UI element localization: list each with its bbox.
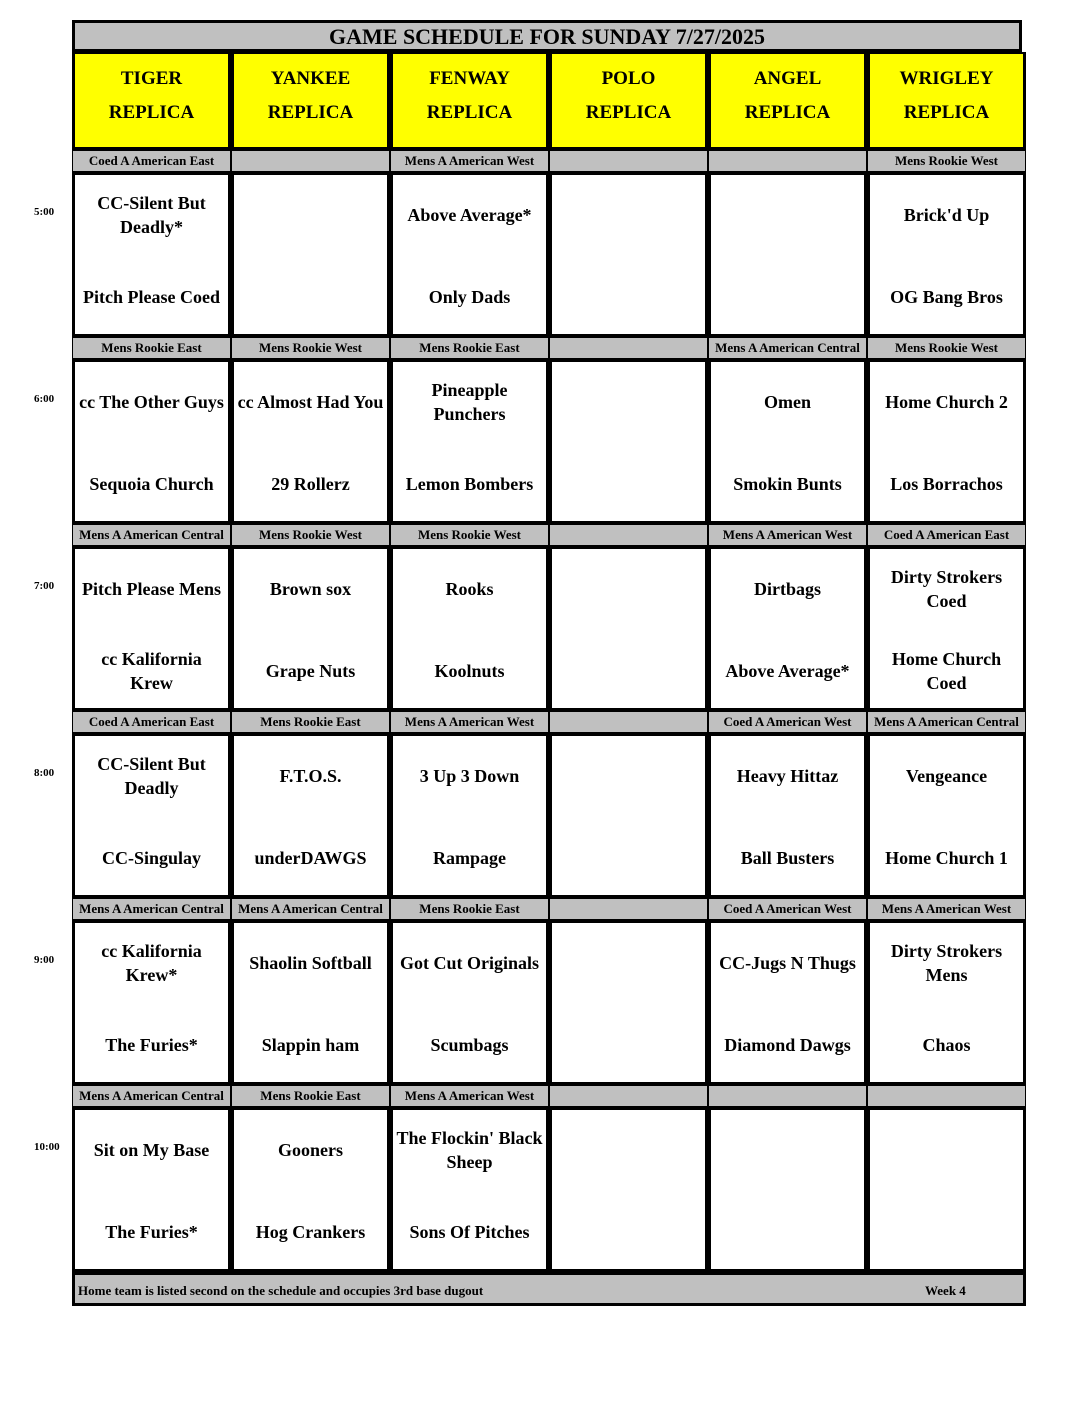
division-row: [72, 337, 1026, 359]
game-row: [72, 920, 1026, 1085]
division-row: [72, 150, 1026, 172]
home-team: Koolnuts: [434, 661, 505, 681]
division-label: Mens A American West: [390, 150, 549, 172]
home-team: Above Average*: [725, 661, 850, 681]
game-row: [72, 359, 1026, 524]
game-row: [72, 172, 1026, 337]
division-label: Mens Rookie West: [231, 337, 390, 359]
away-team: Pitch Please Mens: [82, 579, 221, 599]
away-team: [552, 185, 705, 245]
field-sub: REPLICA: [903, 102, 990, 123]
division-label: Coed A American East: [867, 524, 1026, 546]
field-header-fenway: [390, 52, 549, 150]
home-team: Slappin ham: [261, 1035, 360, 1055]
home-team-note: Home team is listed second on the schedule and occupies 3rd base dugout: [78, 1283, 484, 1298]
game-cell: [231, 546, 390, 711]
away-team: Dirty Strokers Coed: [890, 567, 1003, 611]
away-team: Pineapple Punchers: [431, 380, 508, 424]
division-label: [549, 150, 708, 172]
division-label: Mens A American Central: [72, 1085, 231, 1107]
away-team: [552, 559, 705, 619]
game-cell: [867, 359, 1026, 524]
home-team: [552, 1015, 705, 1075]
away-team: Brown sox: [269, 579, 352, 599]
field-sub: REPLICA: [585, 102, 672, 123]
field-header-row: [72, 52, 1026, 150]
game-cell: [708, 546, 867, 711]
home-team: Sequoia Church: [89, 474, 214, 494]
division-row: [72, 711, 1026, 733]
home-team: Grape Nuts: [265, 661, 356, 681]
game-cell: [72, 172, 231, 337]
away-team: Got Cut Originals: [399, 953, 539, 973]
game-cell: [390, 172, 549, 337]
field-name: ANGEL: [753, 68, 822, 89]
division-label: Mens Rookie West: [867, 337, 1026, 359]
game-cell: [72, 733, 231, 898]
away-team: CC-Silent But Deadly: [97, 754, 206, 798]
division-label: Mens A American West: [708, 524, 867, 546]
away-team: cc Almost Had You: [237, 392, 384, 412]
week-label: Week 4: [925, 1283, 966, 1298]
away-team: Gooners: [278, 1140, 343, 1160]
division-label: [549, 711, 708, 733]
home-team: Pitch Please Coed: [83, 287, 220, 307]
game-cell: [867, 172, 1026, 337]
away-team: [711, 1120, 864, 1180]
division-label: Mens A American Central: [231, 898, 390, 920]
game-cell: [549, 172, 708, 337]
home-team: [234, 267, 387, 327]
game-cell: [231, 359, 390, 524]
game-cell: [708, 1107, 867, 1272]
away-team: Sit on My Base: [93, 1140, 210, 1160]
home-team: [552, 1202, 705, 1262]
division-row: [72, 898, 1026, 920]
division-label: Mens Rookie East: [231, 1085, 390, 1107]
division-label: Mens Rookie East: [390, 337, 549, 359]
field-header-yankee: [231, 52, 390, 150]
division-label: Mens A American Central: [708, 337, 867, 359]
schedule-title: GAME SCHEDULE FOR SUNDAY 7/27/2025: [72, 20, 1022, 52]
division-label: Mens A American Central: [867, 711, 1026, 733]
division-label: Coed A American East: [72, 150, 231, 172]
game-cell: [390, 359, 549, 524]
home-team: Sons Of Pitches: [409, 1222, 530, 1242]
division-row: [72, 524, 1026, 546]
field-name: TIGER: [120, 68, 183, 89]
home-team: CC-Singulay: [101, 848, 202, 868]
division-label: Coed A American East: [72, 711, 231, 733]
field-sub: REPLICA: [744, 102, 831, 123]
division-row: [72, 1085, 1026, 1107]
home-team: The Furies*: [105, 1035, 198, 1055]
time-label: 10:00: [34, 1141, 60, 1153]
home-team: [552, 267, 705, 327]
home-team: Scumbags: [430, 1035, 509, 1055]
away-team: Omen: [764, 392, 811, 412]
division-label: Mens A American Central: [72, 898, 231, 920]
division-label: [549, 898, 708, 920]
game-cell: [72, 546, 231, 711]
away-team: [711, 185, 864, 245]
game-cell: [867, 546, 1026, 711]
away-team: Shaolin Softball: [249, 953, 372, 973]
division-label: [231, 150, 390, 172]
away-team: Brick'd Up: [903, 205, 990, 225]
home-team: Home Church 1: [885, 848, 1008, 868]
game-cell: [231, 920, 390, 1085]
field-header-tiger: [72, 52, 231, 150]
game-cell: [72, 920, 231, 1085]
home-team: cc Kalifornia Krew: [101, 649, 202, 693]
home-team: [870, 1202, 1023, 1262]
field-sub: REPLICA: [426, 102, 513, 123]
away-team: cc Kalifornia Krew*: [101, 941, 202, 985]
division-label: [708, 1085, 867, 1107]
division-label: Mens A American Central: [72, 524, 231, 546]
game-cell: [708, 920, 867, 1085]
home-team: [552, 454, 705, 514]
division-label: [708, 150, 867, 172]
away-team: [552, 746, 705, 806]
time-label: 7:00: [34, 580, 55, 592]
home-team: OG Bang Bros: [890, 287, 1003, 307]
field-header-angel: [708, 52, 867, 150]
division-label: Mens A American West: [867, 898, 1026, 920]
game-row: [72, 733, 1026, 898]
division-label: Mens A American West: [390, 1085, 549, 1107]
division-label: [867, 1085, 1026, 1107]
home-team: Los Borrachos: [890, 474, 1003, 494]
division-label: Mens Rookie East: [231, 711, 390, 733]
game-cell: [549, 546, 708, 711]
game-cell: [867, 733, 1026, 898]
game-cell: [867, 1107, 1026, 1272]
game-cell: [231, 172, 390, 337]
away-team: Above Average*: [407, 205, 532, 225]
home-team: Chaos: [922, 1035, 971, 1055]
division-label: [549, 1085, 708, 1107]
away-team: CC-Jugs N Thugs: [719, 953, 856, 973]
home-team: Diamond Dawgs: [724, 1035, 851, 1055]
home-team: Home Church Coed: [891, 649, 1002, 693]
away-team: Home Church 2: [885, 392, 1008, 412]
home-team: underDAWGS: [254, 848, 367, 868]
field-header-polo: [549, 52, 708, 150]
field-sub: REPLICA: [108, 102, 195, 123]
home-team: Smokin Bunts: [733, 474, 842, 494]
away-team: F.T.O.S.: [279, 766, 342, 786]
division-label: [549, 337, 708, 359]
field-name: FENWAY: [429, 68, 510, 89]
game-cell: [708, 359, 867, 524]
game-cell: [231, 1107, 390, 1272]
division-label: [549, 524, 708, 546]
away-team: The Flockin' Black Sheep: [396, 1128, 543, 1172]
game-cell: [390, 546, 549, 711]
game-cell: [390, 920, 549, 1085]
home-team: Lemon Bombers: [405, 474, 534, 494]
game-cell: [549, 1107, 708, 1272]
away-team: Dirtbags: [754, 579, 821, 599]
division-label: Mens A American West: [390, 711, 549, 733]
game-cell: [708, 733, 867, 898]
home-team: [711, 267, 864, 327]
away-team: [552, 372, 705, 432]
away-team: Dirty Strokers Mens: [890, 941, 1003, 985]
field-name: WRIGLEY: [899, 68, 994, 89]
home-team: [552, 828, 705, 888]
away-team: [870, 1120, 1023, 1180]
time-label: 5:00: [34, 206, 55, 218]
division-label: Mens Rookie West: [867, 150, 1026, 172]
game-cell: [390, 733, 549, 898]
division-label: Mens Rookie East: [390, 898, 549, 920]
home-team: Rampage: [433, 848, 506, 868]
division-label: Coed A American West: [708, 711, 867, 733]
division-label: Mens Rookie East: [72, 337, 231, 359]
away-team: [552, 1120, 705, 1180]
away-team: Heavy Hittaz: [736, 766, 839, 786]
game-cell: [231, 733, 390, 898]
away-team: cc The Other Guys: [79, 392, 224, 412]
home-team: Ball Busters: [740, 848, 835, 868]
away-team: CC-Silent But Deadly*: [97, 193, 206, 237]
away-team: [552, 933, 705, 993]
away-team: [234, 185, 387, 245]
division-label: Mens Rookie West: [390, 524, 549, 546]
home-team: Only Dads: [428, 287, 511, 307]
home-team: 29 Rollerz: [271, 474, 350, 494]
home-team: [552, 641, 705, 701]
division-label: Coed A American West: [708, 898, 867, 920]
game-cell: [549, 359, 708, 524]
time-label: 8:00: [34, 767, 55, 779]
field-header-wrigley: [867, 52, 1026, 150]
field-sub: REPLICA: [267, 102, 354, 123]
field-name: YANKEE: [270, 68, 351, 89]
schedule-footer: [72, 1272, 1026, 1306]
away-team: Vengeance: [905, 766, 988, 786]
time-label: 9:00: [34, 954, 55, 966]
field-name: POLO: [601, 68, 656, 89]
game-cell: [867, 920, 1026, 1085]
game-cell: [390, 1107, 549, 1272]
game-cell: [72, 359, 231, 524]
game-cell: [72, 1107, 231, 1272]
game-row: [72, 546, 1026, 711]
home-team: [711, 1202, 864, 1262]
time-label: 6:00: [34, 393, 55, 405]
game-cell: [708, 172, 867, 337]
home-team: Hog Crankers: [255, 1222, 366, 1242]
division-label: Mens Rookie West: [231, 524, 390, 546]
game-cell: [549, 920, 708, 1085]
home-team: The Furies*: [105, 1222, 198, 1242]
game-cell: [549, 733, 708, 898]
away-team: 3 Up 3 Down: [419, 766, 520, 786]
game-row: [72, 1107, 1026, 1272]
away-team: Rooks: [445, 579, 494, 599]
